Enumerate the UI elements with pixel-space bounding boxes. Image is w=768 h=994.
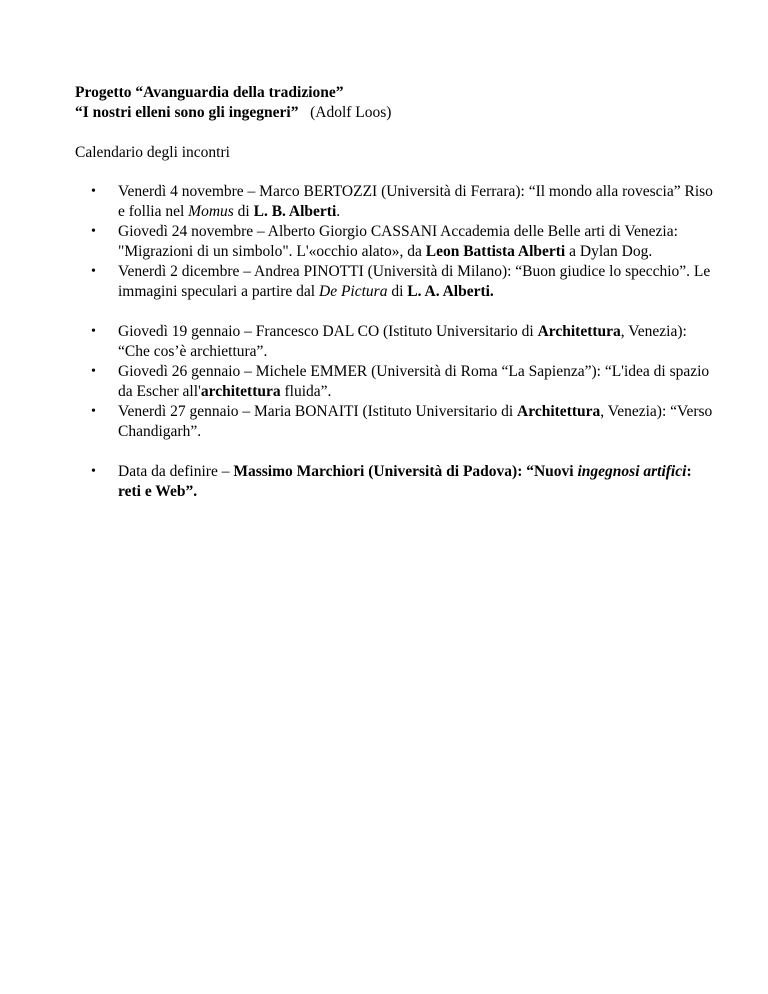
event-text-bold: L. A. Alberti. bbox=[407, 283, 494, 300]
event-list-tbd bbox=[75, 462, 715, 502]
quote-line bbox=[75, 103, 715, 123]
event-text-bold: architettura bbox=[200, 383, 281, 400]
bullet-icon: • bbox=[91, 404, 96, 419]
quote-text: “I nostri elleni sono gli ingegneri” bbox=[75, 104, 299, 121]
event-text-bold-italic: ingegnosi artifici bbox=[577, 463, 687, 480]
event-text: Giovedì 19 gennaio – Francesco DAL CO (Istituto Universitario di bbox=[118, 323, 538, 340]
event-text: a Dylan Dog. bbox=[565, 243, 653, 260]
event-text-italic: De Pictura bbox=[319, 283, 388, 300]
event-text-bold: Architettura bbox=[537, 323, 621, 340]
event-text-bold: L. B. Alberti bbox=[253, 203, 337, 220]
event-item-bertozzi bbox=[75, 182, 715, 222]
quote-author: (Adolf Loos) bbox=[310, 104, 392, 121]
event-text: Venerdì 27 gennaio – Maria BONAITI (Istituto Universitario di bbox=[118, 403, 518, 420]
project-title: Progetto “Avanguardia della tradizione” bbox=[75, 84, 344, 101]
event-item-bonaiti bbox=[75, 402, 715, 442]
bullet-icon: • bbox=[91, 364, 96, 379]
event-text: Venerdì 2 dicembre – Andrea PINOTTI (Università di Milano): “Buon giudice lo specchio”. Le immagini speculari a partire dal bbox=[118, 263, 711, 300]
document-page bbox=[75, 83, 715, 502]
event-item-emmer bbox=[75, 362, 715, 402]
bullet-icon: • bbox=[91, 264, 96, 279]
event-text: Giovedì 24 novembre – Alberto Giorgio CASSANI Accademia delle Belle arti di Venezia: "Migrazioni di un simbolo". L'«occhio alato», da bbox=[118, 223, 678, 260]
event-text: di bbox=[233, 203, 254, 220]
bullet-icon: • bbox=[91, 324, 96, 339]
bullet-icon: • bbox=[91, 464, 96, 479]
event-text-bold: Massimo Marchiori (Università di Padova): “Nuovi bbox=[233, 463, 578, 480]
event-list-autumn bbox=[75, 182, 715, 302]
event-item-pinotti bbox=[75, 262, 715, 302]
calendar-heading: Calendario degli incontri bbox=[75, 144, 230, 161]
bullet-icon: • bbox=[91, 224, 96, 239]
event-text: Data da definire – bbox=[118, 463, 234, 480]
event-item-dal-co bbox=[75, 322, 715, 362]
event-text-bold: : reti e Web”. bbox=[118, 463, 692, 500]
event-list-winter bbox=[75, 322, 715, 442]
event-text: Giovedì 26 gennaio – Michele EMMER (Università di Roma “La Sapienza”): “L'idea di spazio da Escher all' bbox=[118, 363, 710, 400]
event-text: . bbox=[336, 203, 341, 220]
event-item-marchiori bbox=[75, 462, 715, 502]
bullet-icon: • bbox=[91, 184, 96, 199]
event-text: , Venezia): “Verso Chandigarh”. bbox=[118, 403, 713, 440]
event-text: Venerdì 4 novembre – Marco BERTOZZI (Università di Ferrara): “Il mondo alla rovescia” Riso e follia nel bbox=[118, 183, 713, 220]
event-text-bold: Leon Battista Alberti bbox=[425, 243, 566, 260]
event-text: fluida”. bbox=[280, 383, 332, 400]
event-text: di bbox=[387, 283, 408, 300]
event-text-italic: Momus bbox=[188, 203, 234, 220]
event-text: , Venezia): “Che cos’è archiettura”. bbox=[118, 323, 687, 360]
event-item-cassani bbox=[75, 222, 715, 262]
event-text-bold: Architettura bbox=[517, 403, 601, 420]
